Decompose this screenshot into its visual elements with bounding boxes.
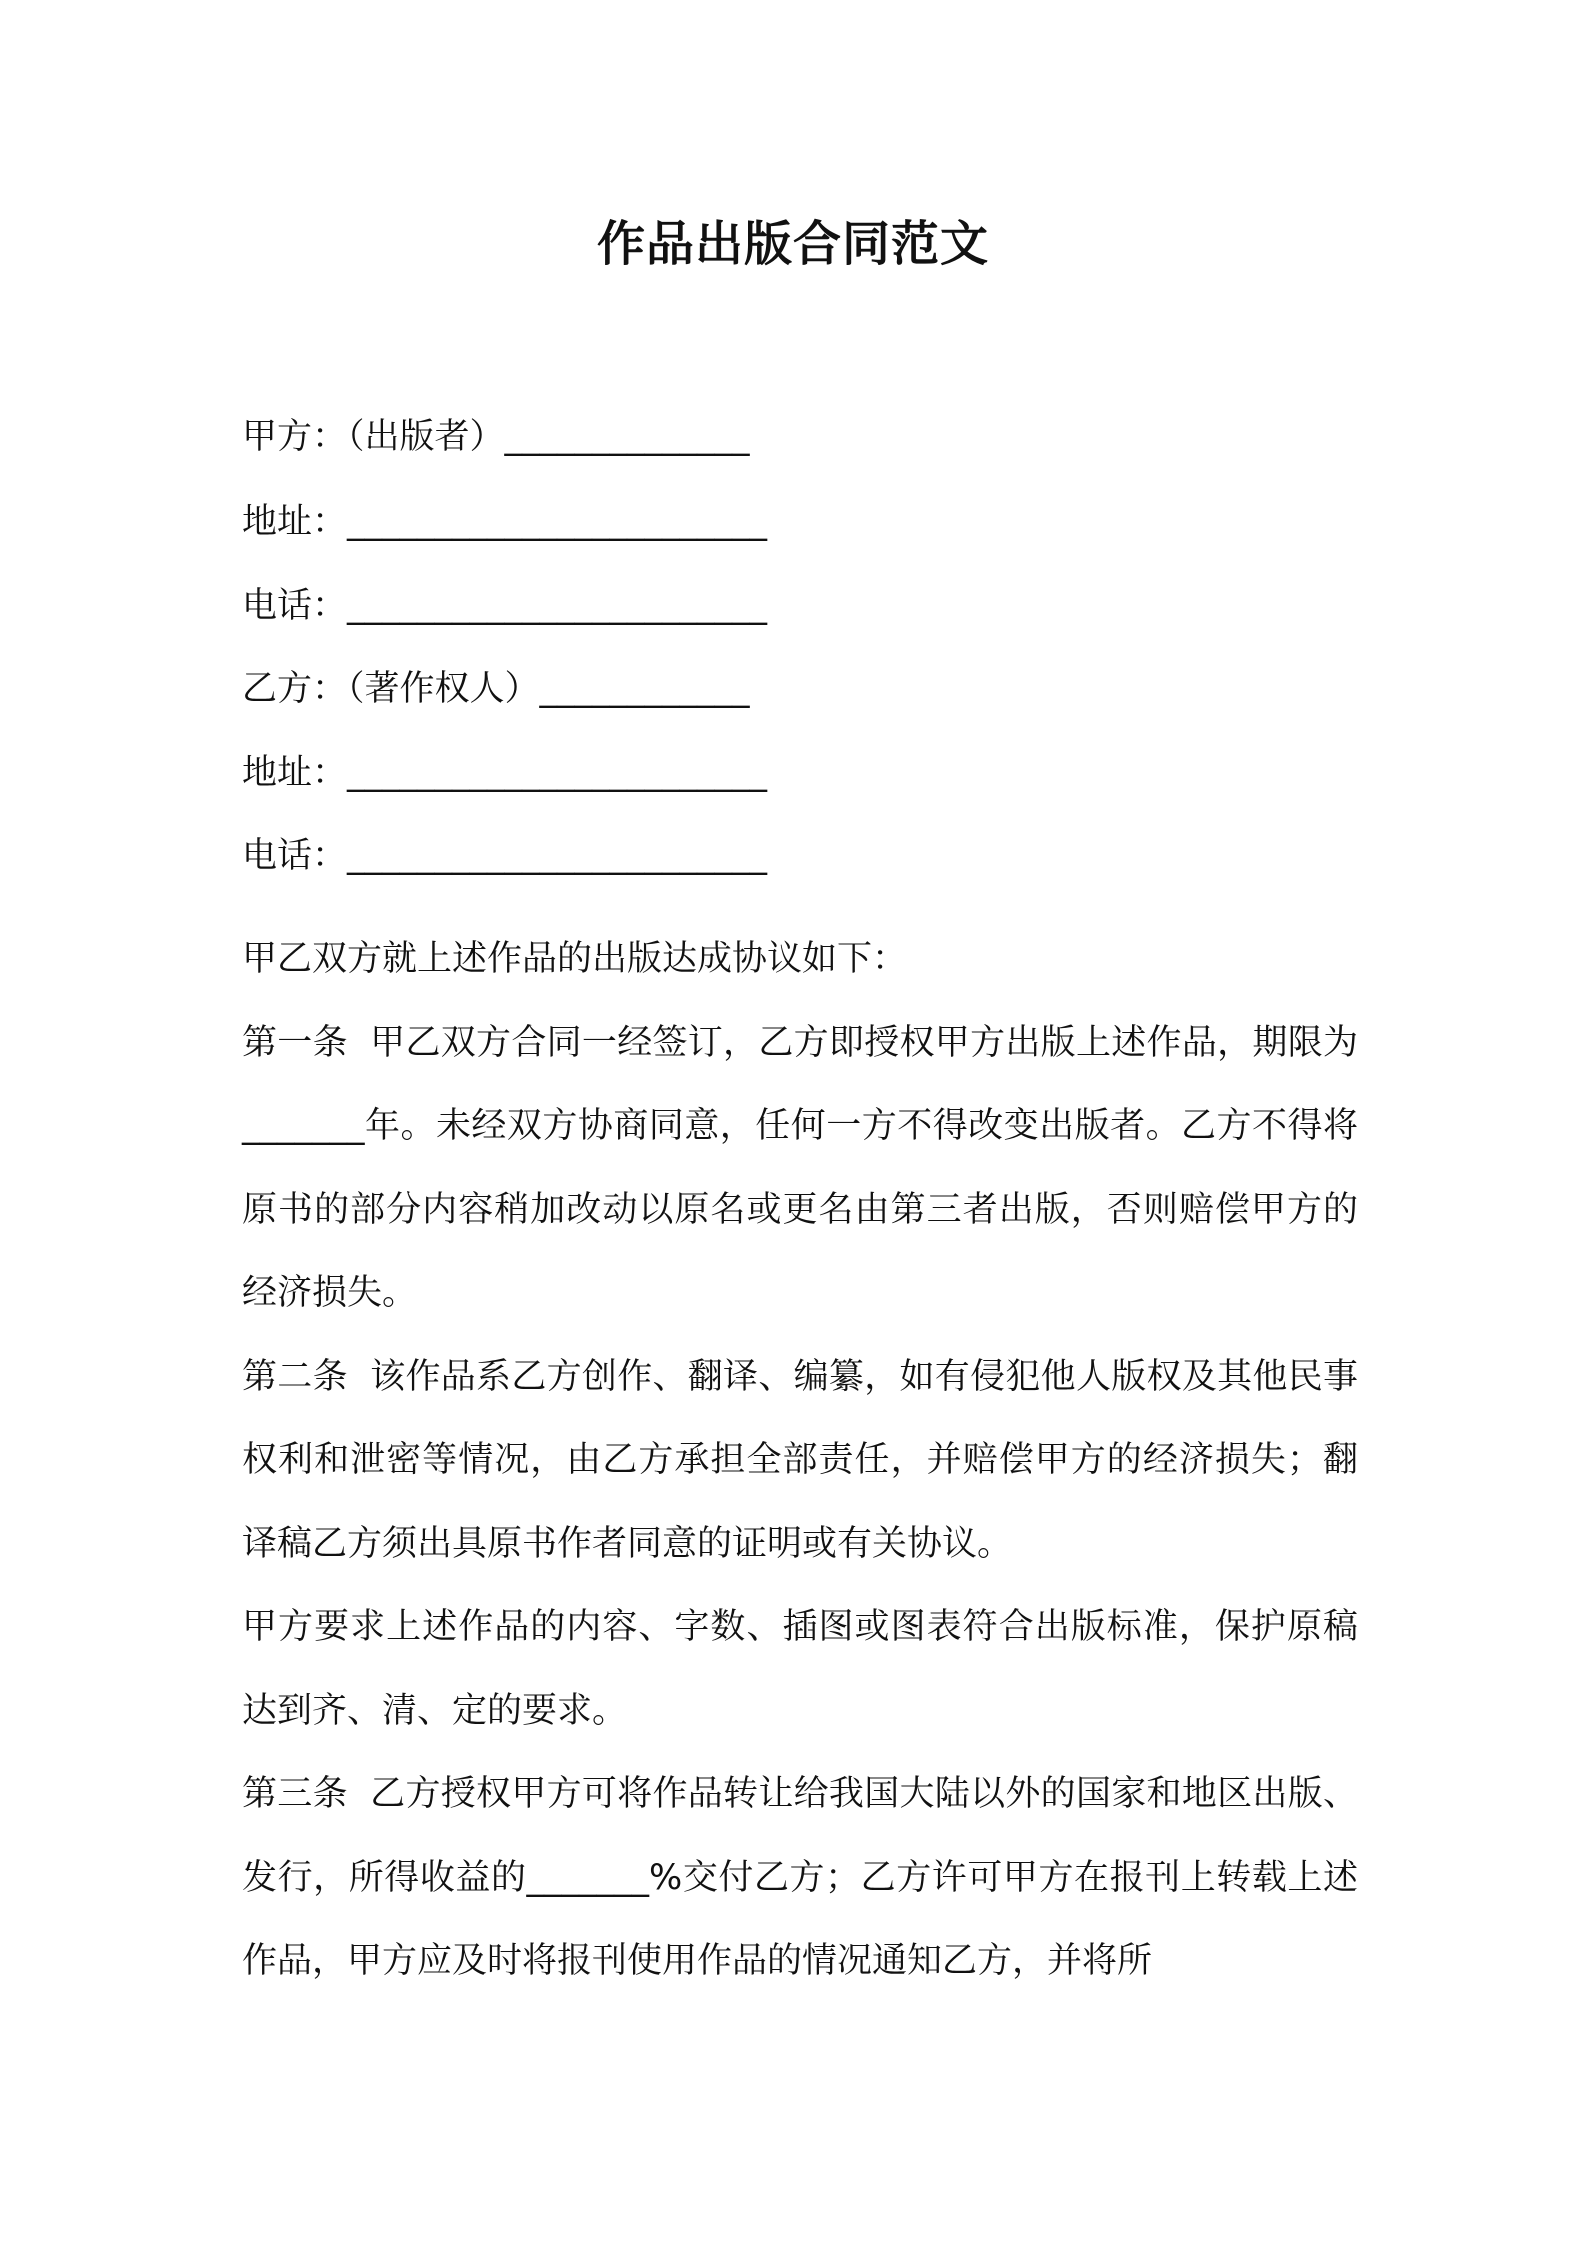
article-2-paragraph: [242, 1336, 1358, 1587]
party-b-address-label: 地址：: [242, 753, 348, 793]
article-2-paragraph-2: [242, 1586, 1358, 1753]
party-a-label: 甲方：（出版者）: [242, 417, 505, 457]
article-1-text-b: 年。未经双方协商同意，任何一方不得改变出版者。乙方不得将原书的部分内容稍加改动以原名或更名由第三者出版，否则赔偿甲方的经济损失。: [242, 1106, 1358, 1313]
article-1-heading: 第一条: [242, 1022, 348, 1063]
party-b-phone-blank: ________________________: [347, 836, 768, 876]
article-3-blank: _______: [526, 1857, 650, 1898]
party-b-address-blank: ________________________: [347, 753, 768, 793]
article-2-heading: 第二条: [242, 1356, 348, 1397]
article-1-paragraph: [242, 1002, 1358, 1336]
article-1-blank: _______: [242, 1106, 365, 1146]
party-b-label: 乙方：（著作权人）: [242, 669, 540, 709]
intro-text: 甲乙双方就上述作品的出版达成协议如下：: [242, 939, 908, 979]
party-b-line: [242, 664, 750, 714]
article-2-text-2: 甲方要求上述作品的内容、字数、插图或图表符合出版标准，保护原稿达到齐、清、定的要求。: [242, 1607, 1358, 1731]
party-a-address-label: 地址：: [242, 502, 348, 542]
intro-paragraph: [242, 918, 1358, 1002]
party-a-address-blank: ________________________: [347, 502, 768, 542]
party-a-phone-blank: ________________________: [347, 586, 768, 626]
party-b-blank: ____________: [539, 669, 750, 709]
party-a-phone-label: 电话：: [242, 586, 348, 626]
article-3-heading: 第三条: [242, 1774, 348, 1814]
document-title: 作品出版合同范文: [596, 216, 989, 272]
party-a-line: [242, 412, 750, 462]
party-a-address-line: [242, 497, 767, 547]
article-3-text-a: 乙方授权甲方可将作品转让给我国大陆以外的国家和地区出版、发行，所得收益的: [242, 1774, 1358, 1898]
article-3-paragraph: [242, 1753, 1358, 2004]
party-b-address-line: [242, 748, 767, 798]
article-1-text-a: 甲乙双方合同一经签订，乙方即授权甲方出版上述作品，期限为: [369, 1022, 1358, 1063]
party-a-blank: ______________: [504, 417, 750, 457]
article-2-text: 该作品系乙方创作、翻译、编纂，如有侵犯他人版权及其他民事权利和泄密等情况，由乙方承担全部责任，并赔偿甲方的经济损失；翻译稿乙方须出具原书作者同意的证明或有关协议。: [242, 1356, 1358, 1564]
article-3-text-b: %交付乙方；乙方许可甲方在报刊上转载上述作品，甲方应及时将报刊使用作品的情况通知乙方，并将所: [242, 1857, 1358, 1981]
party-a-phone-line: [242, 581, 767, 631]
party-b-phone-line: [242, 831, 767, 881]
party-b-phone-label: 电话：: [242, 836, 348, 876]
contract-body: [242, 918, 1358, 2004]
